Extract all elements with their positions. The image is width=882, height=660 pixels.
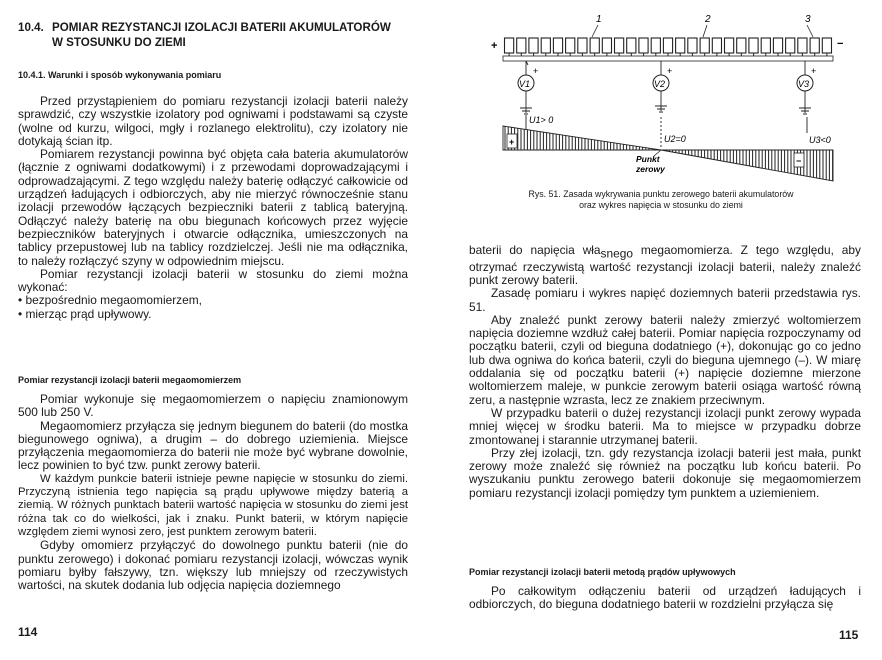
voltmeter-2-label: V2 bbox=[654, 79, 666, 89]
list-item: • bezpośrednio megaomomierzem, bbox=[18, 294, 408, 307]
voltmeter-branch-2 bbox=[653, 61, 686, 147]
battery-cell bbox=[773, 38, 782, 53]
battery-cell bbox=[602, 38, 611, 53]
voltmeter-3-label: V3 bbox=[798, 79, 810, 89]
paragraph: W każdym punkcie baterii istnieje pewne napięcie w stosunku do ziemi. Przyczyną istnienia tego napięcia są prądu upływowe między baterią a ziemią. W różnych punktach baterii wartość napięcia w stosunku do ziemi jest różna tak co do wielkości, jak i znaku. Punkt baterii, w którym napięcie względem ziemi wynosi zero, jest punktem zerowym baterii. bbox=[18, 472, 408, 538]
u2-label: U2=0 bbox=[664, 134, 686, 144]
battery-cell bbox=[529, 38, 538, 53]
leader-line-3 bbox=[807, 25, 813, 37]
paragraph: Przed przystąpieniem do pomiaru rezystancji izolacji baterii należy sprawdzić, czy wszystkie izolatory pod ogniwami i podstawami są czyste (wolne od kurzu, wilgoci, mgły i rozlanego elektrolitu), czy izolatory nie dotykają ścian itp. bbox=[18, 94, 408, 148]
paragraph: Gdyby omomierz przyłączyć do dowolnego punktu baterii (nie do punktu zerowego) i dokonać pomiaru rezystancji izolacji, wówczas wynik pomiaru byłby fałszywy, tzn. większy lub mniejszy od rzeczywistych wartości, na skutek dodania lub odjęcia napięcia doziemnego bbox=[18, 538, 408, 593]
section-number: 10.4. bbox=[18, 21, 44, 34]
battery-cell bbox=[663, 38, 672, 53]
cell-label-2: 2 bbox=[705, 14, 711, 25]
voltmeter-branch-1 bbox=[518, 61, 553, 130]
section-title-line1: POMIAR REZYSTANCJI IZOLACJI BATERII AKUMULATORÓW bbox=[52, 21, 391, 34]
u1-label: U1> 0 bbox=[529, 115, 554, 125]
cell-label-1: 1 bbox=[596, 14, 602, 25]
paragraph: W przypadku baterii o dużej rezystancji izolacji punkt zerowy wypada mniej więcej w środku baterii. Ma to miejsce w przypadku dobrze zmontowanej i starannie utrzymanej baterii. bbox=[469, 405, 861, 447]
plot-minus-sign: − bbox=[796, 156, 802, 166]
right-page bbox=[441, 0, 882, 660]
cell-label-3: 3 bbox=[805, 14, 811, 25]
figure-caption bbox=[491, 189, 831, 211]
minus-terminal-label: − bbox=[837, 38, 844, 50]
battery-cell bbox=[761, 38, 770, 53]
battery-cell bbox=[651, 38, 660, 53]
paragraph: Pomiar wykonuje się megaomomierzem o napięciu znamionowym 500 lub 250 V. bbox=[18, 392, 408, 420]
battery-cell bbox=[688, 38, 697, 53]
battery-zero-point-figure bbox=[491, 5, 846, 187]
method-list bbox=[18, 294, 408, 321]
battery-cell bbox=[700, 38, 709, 53]
zero-point-label-1: Punkt bbox=[636, 154, 660, 164]
voltmeter-1-plus: + bbox=[533, 66, 539, 76]
battery-cell bbox=[627, 38, 636, 53]
plot-plus-sign: + bbox=[509, 137, 515, 147]
subheading-megaohm: Pomiar rezystancji izolacji baterii megaomomierzem bbox=[18, 375, 242, 385]
zero-point-label-2: zerowy bbox=[636, 164, 665, 174]
u3-label: U3<0 bbox=[809, 135, 831, 145]
battery-cell bbox=[639, 38, 648, 53]
paragraph: Przy złej izolacji, tzn. gdy rezystancja izolacji baterii jest mała, punkt zerowy może znaleźć się również na początku lub końcu baterii. Po wyszukaniu punktu zerowego baterii dokonuje się megaomomierzem pomiaru rezystancji izolacji pomiędzy tym punktem a uziemieniem. bbox=[469, 445, 861, 500]
paragraph: baterii do napięcia wła$_{snego}$ megaomomierza. Z tego względu, aby otrzymać rzeczywistą wartość rezystancji izolacji baterii, należy znaleźć punkt zerowy baterii. bbox=[469, 243, 861, 287]
section-title bbox=[18, 20, 418, 50]
caption-line1: Rys. 51. Zasada wykrywania punktu zerowego baterii akumulatorów bbox=[528, 189, 794, 199]
left-text-block-2 bbox=[18, 393, 408, 592]
battery-cell bbox=[798, 38, 807, 53]
battery-cell bbox=[725, 38, 734, 53]
paragraph: Aby znaleźć punkt zerowy baterii należy zmierzyć woltomierzem napięcia doziemne wzdłuż całej baterii. Pomiar napięcia rozpoczynamy od początku baterii, czyli od bieguna dodatniego (+), dokonując go co jedno lub dwa ogniwa do końca baterii, czyli do bieguna ujemnego (–). W miarę oddalania się od początku baterii (+) napięcie doziemne mierzone woltomierzem maleje, w punkcie zerowym baterii osiąga wartość równą zeru, a następnie wzrasta, lecz ze znakiem przeciwnym. bbox=[469, 312, 861, 407]
left-text-block-1 bbox=[18, 95, 408, 321]
battery-cell bbox=[517, 38, 526, 53]
battery-cell bbox=[615, 38, 624, 53]
battery-cell bbox=[786, 38, 795, 53]
battery-cell bbox=[578, 38, 587, 53]
battery-cell bbox=[590, 38, 599, 53]
battery-cell bbox=[505, 38, 514, 53]
battery-cell bbox=[676, 38, 685, 53]
list-item: • mierząc prąd upływowy. bbox=[18, 308, 408, 321]
voltmeter-2-plus: + bbox=[667, 66, 673, 76]
voltmeter-3-plus: + bbox=[811, 66, 817, 76]
paragraph: Zasadę pomiaru i wykres napięć doziemnych baterii przedstawia rys. 51. bbox=[469, 286, 861, 314]
page-number: 114 bbox=[18, 625, 38, 639]
page-number: 115 bbox=[839, 628, 859, 642]
battery-cell bbox=[566, 38, 575, 53]
plus-terminal-label: + bbox=[491, 40, 498, 52]
subheading-leak-current: Pomiar rezystancji izolacji baterii metodą prądów upływowych bbox=[469, 567, 736, 577]
caption-line2: oraz wykres napięcia w stosunku do ziemi bbox=[579, 200, 743, 210]
paragraph: Po całkowitym odłączeniu baterii od urządzeń ładujących i odbiorczych, do bieguna dodatniego baterii w rozdzielni przyłącza się bbox=[469, 584, 861, 612]
battery-cell bbox=[749, 38, 758, 53]
busbar bbox=[503, 56, 833, 61]
paragraph: Pomiarem rezystancji powinna być objęta cała bateria akumulatorów (łącznie z ogniwami dodatkowymi) i z przewodami doprowadzającymi i odprowadzającymi. Z tego względu należy baterię odłączyć całkowicie od urządzeń ładujących i odbiorczych, aby nie mierzyć równocześnie stanu izolacji przewodów łączących bezpieczniki baterii z tablicą bateryjną. Odłączyć należy baterię na obu biegunach końcowych przez wyjęcie bezpieczników bateryjnych i otwarcie odłącznika, umieszczonych na tablicy przepustowej lub na tablicy rozdzielczej. Jeśli nie ma odłącznika, to należy rozłączyć szyny w odpowiednim miejscu. bbox=[18, 147, 408, 268]
leader-line-1 bbox=[592, 25, 598, 37]
right-text-block-1 bbox=[469, 244, 861, 500]
voltmeter-1-label: V1 bbox=[519, 79, 531, 89]
battery-cells bbox=[505, 38, 832, 56]
paragraph: Megaomomierz przyłącza się jednym biegunem do baterii (do mostka biegunowego ogniwa), a drugim – do dobrego uziemienia. Miejsce przyłączenia megaomomierza do baterii nie może być wybrane dowolnie, lecz powinien to być tzw. punkt zerowy baterii. bbox=[18, 418, 408, 473]
right-text-block-2 bbox=[469, 585, 861, 612]
battery-cell bbox=[712, 38, 721, 53]
voltmeter-branch-3 bbox=[797, 61, 831, 145]
battery-cell bbox=[553, 38, 562, 53]
leader-line-2 bbox=[703, 25, 707, 37]
subsection-title: 10.4.1. Warunki i sposób wykonywania pomiaru bbox=[18, 70, 222, 80]
section-title-line2: W STOSUNKU DO ZIEMI bbox=[52, 36, 186, 49]
battery-cell bbox=[810, 38, 819, 53]
battery-cell bbox=[737, 38, 746, 53]
battery-cell bbox=[822, 38, 831, 53]
battery-cell bbox=[541, 38, 550, 53]
paragraph: Pomiar rezystancji izolacji baterii w stosunku do ziemi można wykonać: bbox=[18, 266, 408, 295]
